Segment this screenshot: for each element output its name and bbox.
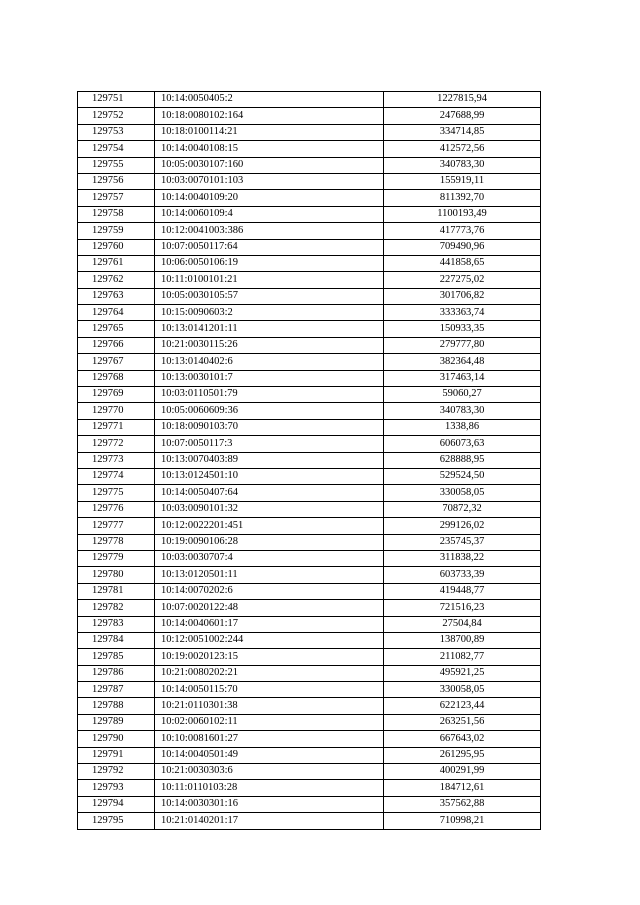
amount-cell: 441858,65	[384, 255, 541, 271]
cadastral-number-cell: 10:21:0110301:38	[155, 698, 384, 714]
table-row	[78, 468, 541, 484]
row-id-cell: 129781	[78, 583, 155, 599]
table-row	[78, 600, 541, 616]
table-row	[78, 682, 541, 698]
cadastral-number-cell: 10:07:0050117:3	[155, 436, 384, 452]
cadastral-number-cell: 10:21:0030115:26	[155, 337, 384, 353]
amount-cell: 340783,30	[384, 157, 541, 173]
row-id-cell: 129759	[78, 223, 155, 239]
cadastral-number-cell: 10:14:0050407:64	[155, 485, 384, 501]
table-row	[78, 354, 541, 370]
amount-cell: 667643,02	[384, 731, 541, 747]
table-row	[78, 272, 541, 288]
amount-cell: 357562,88	[384, 796, 541, 812]
cadastral-number-cell: 10:14:0040501:49	[155, 747, 384, 763]
row-id-cell: 129782	[78, 600, 155, 616]
amount-cell: 412572,56	[384, 141, 541, 157]
table-row	[78, 518, 541, 534]
cadastral-number-cell: 10:14:0040601:17	[155, 616, 384, 632]
amount-cell: 70872,32	[384, 501, 541, 517]
amount-cell: 417773,76	[384, 223, 541, 239]
cadastral-number-cell: 10:15:0090603:2	[155, 305, 384, 321]
cadastral-number-cell: 10:12:0051002:244	[155, 632, 384, 648]
table-row	[78, 387, 541, 403]
amount-cell: 382364,48	[384, 354, 541, 370]
table-row	[78, 190, 541, 206]
cadastral-number-cell: 10:13:0124501:10	[155, 468, 384, 484]
row-id-cell: 129769	[78, 387, 155, 403]
table-row	[78, 583, 541, 599]
row-id-cell: 129785	[78, 649, 155, 665]
cadastral-number-cell: 10:14:0070202:6	[155, 583, 384, 599]
table-row	[78, 649, 541, 665]
row-id-cell: 129761	[78, 255, 155, 271]
row-id-cell: 129768	[78, 370, 155, 386]
cadastral-number-cell: 10:06:0050106:19	[155, 255, 384, 271]
amount-cell: 334714,85	[384, 124, 541, 140]
table-row	[78, 419, 541, 435]
cadastral-number-cell: 10:21:0140201:17	[155, 813, 384, 829]
row-id-cell: 129795	[78, 813, 155, 829]
row-id-cell: 129789	[78, 714, 155, 730]
table-row	[78, 731, 541, 747]
amount-cell: 709490,96	[384, 239, 541, 255]
amount-cell: 279777,80	[384, 337, 541, 353]
row-id-cell: 129764	[78, 305, 155, 321]
table-row	[78, 780, 541, 796]
cadastral-number-cell: 10:14:0060109:4	[155, 206, 384, 222]
amount-cell: 184712,61	[384, 780, 541, 796]
amount-cell: 811392,70	[384, 190, 541, 206]
table-row	[78, 239, 541, 255]
row-id-cell: 129751	[78, 92, 155, 108]
table-row	[78, 108, 541, 124]
amount-cell: 330058,05	[384, 682, 541, 698]
cadastral-number-cell: 10:18:0090103:70	[155, 419, 384, 435]
cadastral-number-cell: 10:18:0100114:21	[155, 124, 384, 140]
cadastral-number-cell: 10:07:0020122:48	[155, 600, 384, 616]
amount-cell: 138700,89	[384, 632, 541, 648]
table-row	[78, 403, 541, 419]
table-row	[78, 223, 541, 239]
row-id-cell: 129780	[78, 567, 155, 583]
cadastral-number-cell: 10:03:0070101:103	[155, 173, 384, 189]
table-row	[78, 550, 541, 566]
table-row	[78, 141, 541, 157]
row-id-cell: 129786	[78, 665, 155, 681]
table-row	[78, 370, 541, 386]
row-id-cell: 129773	[78, 452, 155, 468]
cadastral-number-cell: 10:13:0030101:7	[155, 370, 384, 386]
table-row	[78, 714, 541, 730]
row-id-cell: 129777	[78, 518, 155, 534]
cadastral-number-cell: 10:05:0060609:36	[155, 403, 384, 419]
table-row	[78, 485, 541, 501]
amount-cell: 710998,21	[384, 813, 541, 829]
amount-cell: 301706,82	[384, 288, 541, 304]
row-id-cell: 129763	[78, 288, 155, 304]
row-id-cell: 129753	[78, 124, 155, 140]
row-id-cell: 129758	[78, 206, 155, 222]
table-row	[78, 747, 541, 763]
row-id-cell: 129783	[78, 616, 155, 632]
row-id-cell: 129775	[78, 485, 155, 501]
amount-cell: 333363,74	[384, 305, 541, 321]
amount-cell: 247688,99	[384, 108, 541, 124]
amount-cell: 155919,11	[384, 173, 541, 189]
table-row	[78, 92, 541, 108]
amount-cell: 529524,50	[384, 468, 541, 484]
amount-cell: 330058,05	[384, 485, 541, 501]
table-row	[78, 567, 541, 583]
table-row	[78, 764, 541, 780]
amount-cell: 317463,14	[384, 370, 541, 386]
amount-cell: 606073,63	[384, 436, 541, 452]
table-row	[78, 337, 541, 353]
row-id-cell: 129770	[78, 403, 155, 419]
table-row	[78, 157, 541, 173]
cadastral-number-cell: 10:11:0100101:21	[155, 272, 384, 288]
row-id-cell: 129790	[78, 731, 155, 747]
row-id-cell: 129755	[78, 157, 155, 173]
table-row	[78, 436, 541, 452]
cadastral-number-cell: 10:21:0080202:21	[155, 665, 384, 681]
row-id-cell: 129766	[78, 337, 155, 353]
row-id-cell: 129778	[78, 534, 155, 550]
cadastral-number-cell: 10:14:0050405:2	[155, 92, 384, 108]
row-id-cell: 129787	[78, 682, 155, 698]
amount-cell: 227275,02	[384, 272, 541, 288]
table-row	[78, 288, 541, 304]
row-id-cell: 129784	[78, 632, 155, 648]
table-row	[78, 632, 541, 648]
row-id-cell: 129793	[78, 780, 155, 796]
amount-cell: 622123,44	[384, 698, 541, 714]
table-row	[78, 305, 541, 321]
cadastral-number-cell: 10:03:0030707:4	[155, 550, 384, 566]
row-id-cell: 129771	[78, 419, 155, 435]
cadastral-number-cell: 10:19:0090106:28	[155, 534, 384, 550]
row-id-cell: 129762	[78, 272, 155, 288]
amount-cell: 311838,22	[384, 550, 541, 566]
cadastral-number-cell: 10:05:0030107:160	[155, 157, 384, 173]
cadastral-number-cell: 10:03:0090101:32	[155, 501, 384, 517]
row-id-cell: 129757	[78, 190, 155, 206]
cadastral-number-cell: 10:14:0040108:15	[155, 141, 384, 157]
row-id-cell: 129765	[78, 321, 155, 337]
cadastral-number-cell: 10:13:0141201:11	[155, 321, 384, 337]
row-id-cell: 129772	[78, 436, 155, 452]
table-row	[78, 501, 541, 517]
amount-cell: 1338,86	[384, 419, 541, 435]
amount-cell: 235745,37	[384, 534, 541, 550]
amount-cell: 340783,30	[384, 403, 541, 419]
amount-cell: 721516,23	[384, 600, 541, 616]
table-row	[78, 452, 541, 468]
data-table	[77, 91, 541, 830]
cadastral-number-cell: 10:19:0020123:15	[155, 649, 384, 665]
row-id-cell: 129776	[78, 501, 155, 517]
cadastral-number-cell: 10:14:0030301:16	[155, 796, 384, 812]
row-id-cell: 129760	[78, 239, 155, 255]
amount-cell: 261295,95	[384, 747, 541, 763]
cadastral-number-cell: 10:12:0022201:451	[155, 518, 384, 534]
amount-cell: 603733,39	[384, 567, 541, 583]
table-row	[78, 813, 541, 829]
cadastral-number-cell: 10:14:0040109:20	[155, 190, 384, 206]
table-row	[78, 698, 541, 714]
row-id-cell: 129774	[78, 468, 155, 484]
table-row	[78, 173, 541, 189]
row-id-cell: 129754	[78, 141, 155, 157]
cadastral-number-cell: 10:14:0050115:70	[155, 682, 384, 698]
row-id-cell: 129767	[78, 354, 155, 370]
table-row	[78, 206, 541, 222]
cadastral-number-cell: 10:11:0110103:28	[155, 780, 384, 796]
cadastral-number-cell: 10:07:0050117:64	[155, 239, 384, 255]
amount-cell: 27504,84	[384, 616, 541, 632]
table-row	[78, 321, 541, 337]
table-body	[78, 92, 541, 830]
cadastral-number-cell: 10:03:0110501:79	[155, 387, 384, 403]
amount-cell: 263251,56	[384, 714, 541, 730]
table-row	[78, 534, 541, 550]
row-id-cell: 129779	[78, 550, 155, 566]
table-row	[78, 255, 541, 271]
amount-cell: 400291,99	[384, 764, 541, 780]
table-row	[78, 796, 541, 812]
table-row	[78, 665, 541, 681]
amount-cell: 495921,25	[384, 665, 541, 681]
cadastral-number-cell: 10:18:0080102:164	[155, 108, 384, 124]
cadastral-number-cell: 10:12:0041003:386	[155, 223, 384, 239]
cadastral-number-cell: 10:02:0060102:11	[155, 714, 384, 730]
amount-cell: 150933,35	[384, 321, 541, 337]
amount-cell: 59060,27	[384, 387, 541, 403]
row-id-cell: 129794	[78, 796, 155, 812]
cadastral-number-cell: 10:13:0120501:11	[155, 567, 384, 583]
row-id-cell: 129792	[78, 764, 155, 780]
amount-cell: 211082,77	[384, 649, 541, 665]
cadastral-number-cell: 10:21:0030303:6	[155, 764, 384, 780]
table-row	[78, 124, 541, 140]
amount-cell: 628888,95	[384, 452, 541, 468]
cadastral-number-cell: 10:13:0070403:89	[155, 452, 384, 468]
row-id-cell: 129756	[78, 173, 155, 189]
cadastral-number-cell: 10:05:0030105:57	[155, 288, 384, 304]
amount-cell: 419448,77	[384, 583, 541, 599]
amount-cell: 299126,02	[384, 518, 541, 534]
amount-cell: 1227815,94	[384, 92, 541, 108]
cadastral-number-cell: 10:13:0140402:6	[155, 354, 384, 370]
cadastral-number-cell: 10:10:0081601:27	[155, 731, 384, 747]
amount-cell: 1100193,49	[384, 206, 541, 222]
table-row	[78, 616, 541, 632]
row-id-cell: 129788	[78, 698, 155, 714]
row-id-cell: 129791	[78, 747, 155, 763]
row-id-cell: 129752	[78, 108, 155, 124]
